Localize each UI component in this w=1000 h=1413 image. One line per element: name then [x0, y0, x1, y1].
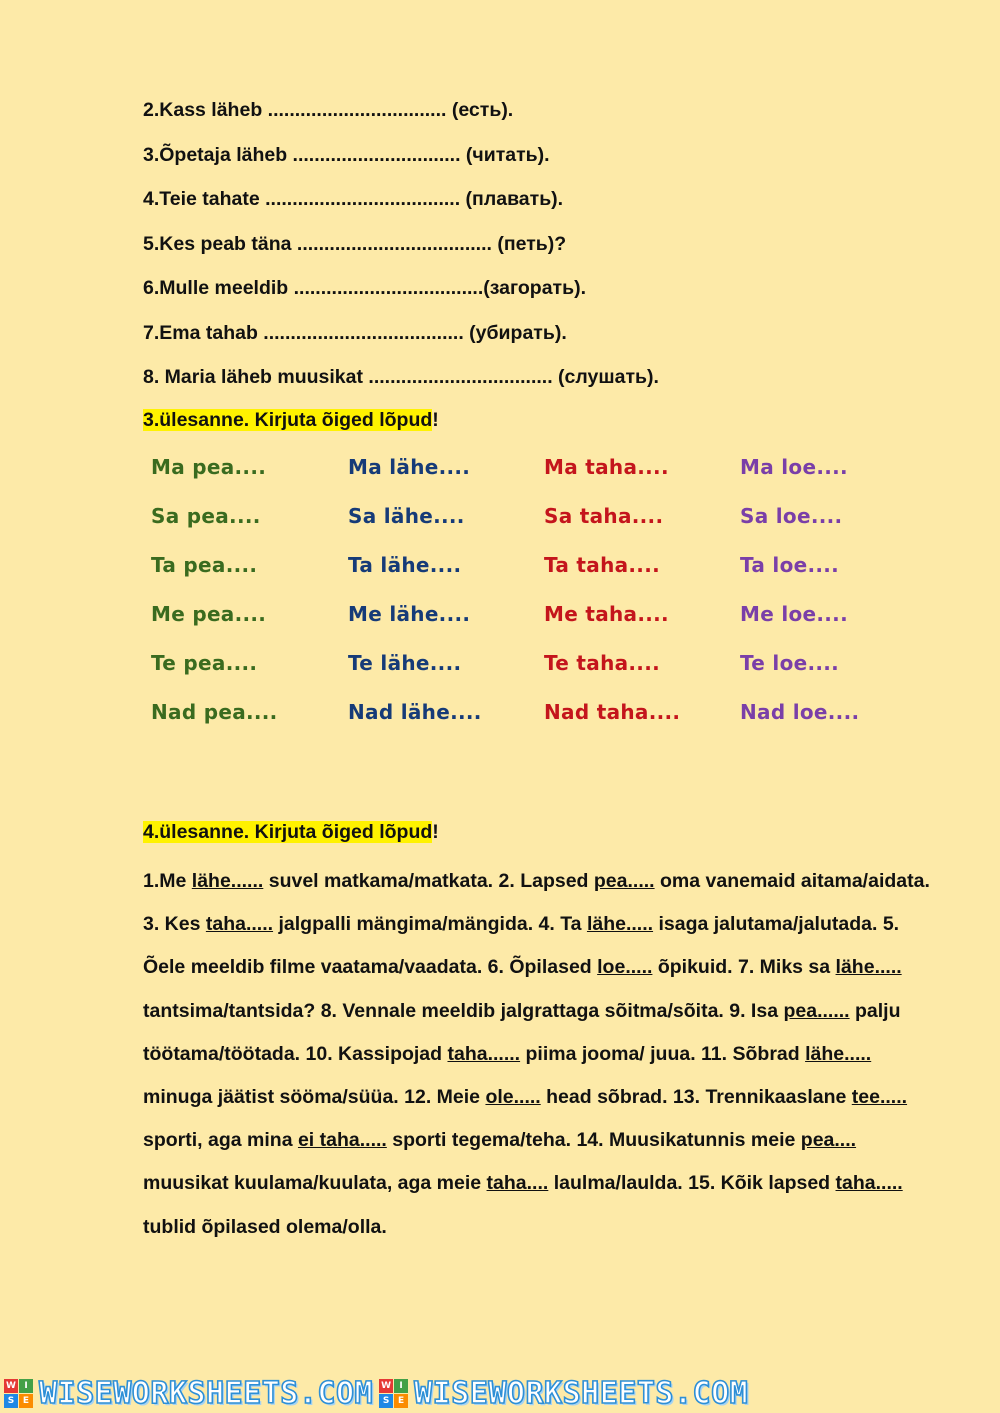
- conjugation-cell: Te loe....: [740, 651, 840, 675]
- sentence-text: palju töötama/töötada. 10. Kassipojad: [143, 999, 901, 1065]
- answer-blank[interactable]: loe.....: [597, 956, 653, 979]
- answer-blank[interactable]: pea.....: [593, 870, 655, 892]
- column-taha: [544, 452, 734, 746]
- heading-highlight: 4.ülesanne. Kirjuta õiged lõpud: [143, 821, 433, 843]
- conjugation-cell: Sa taha....: [544, 504, 664, 528]
- answer-blank[interactable]: ei taha.....: [297, 1129, 387, 1152]
- conjugation-cell: Ta pea....: [151, 553, 258, 577]
- answer-blank[interactable]: tee.....: [851, 1086, 908, 1109]
- column-pea: [151, 452, 341, 746]
- watermark-text: WISEWORKSHEETS.COM: [39, 1376, 374, 1411]
- exercise-line: 6.Mulle meeldib ...................................(загорать).: [143, 277, 586, 299]
- exercise-line: 3.Õpetaja läheb ............................... (читать).: [143, 143, 550, 166]
- sentence-text: laulma/laulda. 15. Kõik lapsed: [548, 1172, 836, 1195]
- conjugation-cell: Me taha....: [544, 602, 669, 626]
- answer-blank[interactable]: taha......: [447, 1042, 521, 1065]
- conjugation-cell: Me lähe....: [348, 602, 471, 626]
- conjugation-cell: Ma taha....: [544, 455, 669, 479]
- conjugation-cell: Sa pea....: [151, 504, 261, 528]
- answer-blank[interactable]: taha.....: [205, 913, 274, 936]
- sentence-text: piima jooma/ juua. 11. Sõbrad: [520, 1042, 806, 1065]
- watermark-logo: [4, 1376, 373, 1411]
- conjugation-cell: Ma loe....: [740, 455, 848, 479]
- answer-blank[interactable]: taha....: [486, 1172, 549, 1195]
- column-lahe: [348, 452, 538, 746]
- watermark-logo: [379, 1376, 748, 1411]
- sentence-text: sporti, aga mina: [143, 1129, 298, 1152]
- heading-suffix: !: [432, 821, 439, 843]
- exercise-line: 8. Maria läheb muusikat .................................. (слушать).: [143, 366, 659, 388]
- answer-blank[interactable]: taha.....: [835, 1172, 903, 1195]
- answer-blank[interactable]: pea....: [800, 1129, 857, 1152]
- conjugation-cell: Ma pea....: [151, 455, 267, 479]
- answer-blank[interactable]: pea......: [783, 999, 850, 1022]
- exercise-4-paragraph: [143, 860, 943, 1249]
- heading-suffix: !: [432, 409, 439, 431]
- sentence-text: isaga jalutama/jalutada. 5. Õele meeldib filme vaatama/vaadata. 6. Õpilased: [143, 913, 900, 979]
- conjugation-cell: Ta taha....: [544, 553, 661, 577]
- sentence-text: tublid õpilased olema/olla.: [143, 1215, 387, 1238]
- sentence-text: head sõbrad. 13. Trennikaaslane: [540, 1086, 852, 1109]
- conjugation-cell: Me loe....: [740, 602, 848, 626]
- sentence-text: minuga jäätist sööma/süüa. 12. Meie: [143, 1086, 486, 1109]
- column-loe: [740, 452, 930, 746]
- conjugation-cell: Ma lähe....: [348, 455, 471, 479]
- sentence-text: sporti tegema/teha. 14. Muusikatunnis meie: [386, 1129, 801, 1152]
- conjugation-cell: Nad pea....: [151, 700, 278, 724]
- conjugation-cell: Ta loe....: [740, 553, 840, 577]
- sentence-text: 1.Me: [143, 870, 192, 892]
- exercise-line: 5.Kes peab täna .................................... (петь)?: [143, 232, 567, 255]
- conjugation-cell: Nad lähe....: [348, 700, 482, 724]
- exercise-line: 7.Ema tahab ..................................... (убирать).: [143, 321, 567, 344]
- logo-grid-icon: W I S E: [379, 1379, 408, 1408]
- sentence-text: suvel matkama/matkata. 2. Lapsed: [263, 870, 594, 892]
- exercise-3-heading: [143, 406, 439, 434]
- conjugation-cell: Te lähe....: [348, 651, 462, 675]
- heading-highlight: 3.ülesanne. Kirjuta õiged lõpud: [143, 409, 433, 431]
- conjugation-cell: Me pea....: [151, 602, 267, 626]
- conjugation-cell: Ta lähe....: [348, 553, 462, 577]
- sentence-text: jalgpalli mängima/mängida. 4. Ta: [273, 913, 587, 936]
- answer-blank[interactable]: ole.....: [485, 1086, 541, 1109]
- sentence-text: muusikat kuulama/kuulata, aga meie: [143, 1172, 487, 1195]
- exercise-2-list: [143, 96, 943, 408]
- conjugation-cell: Nad taha....: [544, 700, 681, 724]
- answer-blank[interactable]: lähe.....: [835, 956, 902, 979]
- watermark-text: WISEWORKSHEETS.COM: [414, 1376, 749, 1411]
- exercise-4-heading: [143, 818, 439, 846]
- sentence-text: tantsima/tantsida? 8. Vennale meeldib jalgrattaga sõitma/sõita. 9. Isa: [143, 999, 784, 1022]
- exercise-line: 4.Teie tahate .................................... (плавать).: [143, 188, 564, 210]
- watermark-footer: [0, 1374, 1000, 1413]
- sentence-text: õpikuid. 7. Miks sa: [652, 956, 836, 979]
- answer-blank[interactable]: lähe.....: [586, 913, 654, 936]
- conjugation-cell: Te taha....: [544, 651, 660, 675]
- conjugation-cell: Sa lähe....: [348, 504, 465, 528]
- conjugation-cell: Nad loe....: [740, 700, 860, 724]
- conjugation-cell: Te pea....: [151, 651, 258, 675]
- conjugation-cell: Sa loe....: [740, 504, 843, 528]
- logo-grid-icon: W I S E: [4, 1379, 33, 1408]
- answer-blank[interactable]: lähe......: [191, 870, 264, 892]
- sentence-text: oma vanemaid aitama/aidata. 3. Kes: [143, 870, 930, 936]
- answer-blank[interactable]: lähe.....: [805, 1042, 872, 1065]
- exercise-line: 2.Kass läheb ................................. (есть).: [143, 99, 514, 121]
